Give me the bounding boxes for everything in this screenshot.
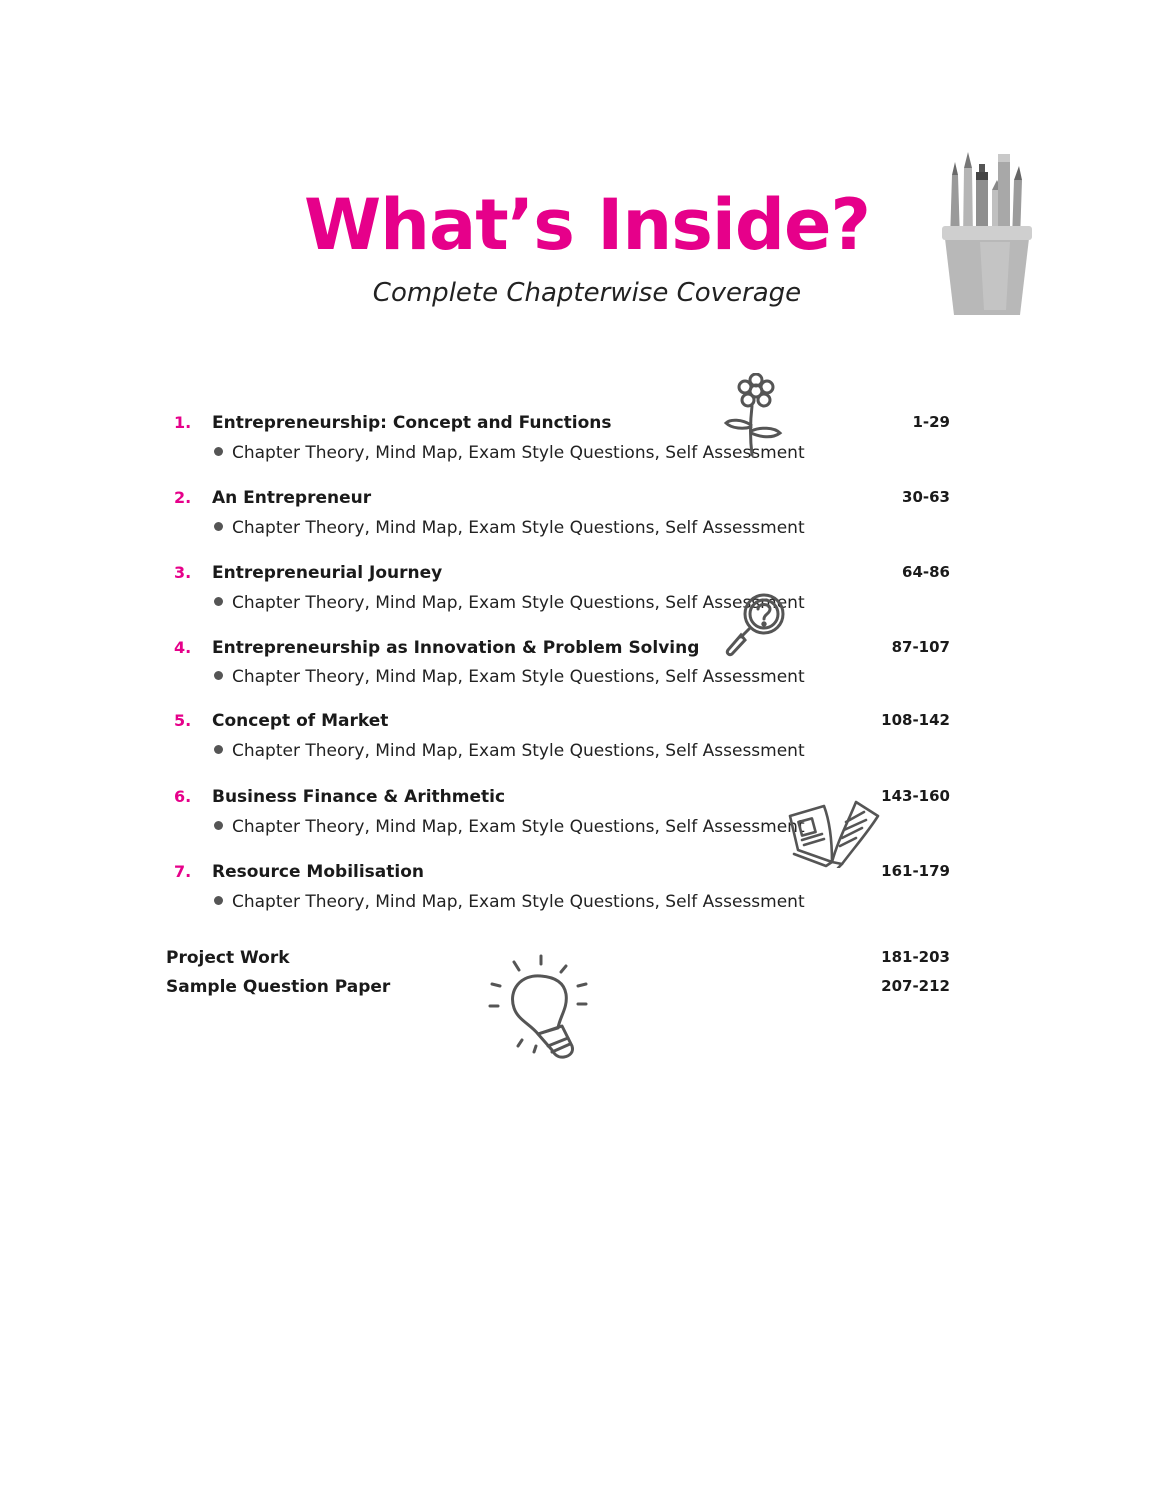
chapter-entry — [0, 563, 1174, 623]
chapter-pages: 87-107 — [891, 638, 950, 656]
chapter-title: Concept of Market — [212, 711, 389, 731]
open-book-icon — [786, 782, 882, 868]
chapter-number: 5. — [174, 711, 192, 730]
lightbulb-icon — [486, 950, 596, 1064]
chapter-entry — [0, 488, 1174, 548]
magnifier-question-icon — [722, 592, 788, 660]
chapter-entry — [0, 711, 1174, 771]
chapter-pages: 64-86 — [902, 563, 950, 581]
extra-pages: 207-212 — [881, 977, 950, 995]
page-subtitle: Complete Chapterwise Coverage — [372, 278, 802, 308]
chapter-number: 3. — [174, 563, 192, 582]
chapter-topics: Chapter Theory, Mind Map, Exam Style Questions, Self Assessment — [214, 817, 805, 837]
chapter-number: 7. — [174, 862, 192, 881]
chapter-title: Entrepreneurship as Innovation & Problem Solving — [212, 638, 700, 658]
bullet-icon — [214, 671, 223, 680]
chapter-topics: Chapter Theory, Mind Map, Exam Style Questions, Self Assessment — [214, 892, 805, 912]
bullet-icon — [214, 597, 223, 606]
chapter-entry — [0, 862, 1174, 922]
bullet-icon — [214, 447, 223, 456]
chapter-number: 6. — [174, 787, 192, 806]
bullet-icon — [214, 745, 223, 754]
chapter-title: An Entrepreneur — [212, 488, 372, 508]
chapter-title: Entrepreneurial Journey — [212, 563, 443, 583]
chapter-pages: 161-179 — [881, 862, 950, 880]
bullet-icon — [214, 896, 223, 905]
chapter-pages: 1-29 — [912, 413, 950, 431]
chapter-topics: Chapter Theory, Mind Map, Exam Style Questions, Self Assessment — [214, 518, 805, 538]
bullet-icon — [214, 821, 223, 830]
page-title: What’s Inside? — [303, 184, 871, 266]
extra-pages: 181-203 — [881, 948, 950, 966]
chapter-pages: 108-142 — [881, 711, 950, 729]
chapter-entry — [0, 638, 1174, 698]
bullet-icon — [214, 522, 223, 531]
chapter-number: 1. — [174, 413, 192, 432]
pencil-cup-icon — [940, 150, 1035, 320]
chapter-topics: Chapter Theory, Mind Map, Exam Style Questions, Self Assessment — [214, 741, 805, 761]
chapter-number: 4. — [174, 638, 192, 657]
chapter-title: Entrepreneurship: Concept and Functions — [212, 413, 612, 433]
extra-title: Project Work — [166, 948, 290, 968]
chapter-number: 2. — [174, 488, 192, 507]
extra-title: Sample Question Paper — [166, 977, 391, 997]
chapter-topics: Chapter Theory, Mind Map, Exam Style Questions, Self Assessment — [214, 593, 805, 613]
chapter-pages: 30-63 — [902, 488, 950, 506]
chapter-entry — [0, 787, 1174, 847]
chapter-title: Resource Mobilisation — [212, 862, 425, 882]
chapter-topics: Chapter Theory, Mind Map, Exam Style Questions, Self Assessment — [214, 443, 805, 463]
chapter-topics: Chapter Theory, Mind Map, Exam Style Questions, Self Assessment — [214, 667, 805, 687]
chapter-entry — [0, 413, 1174, 473]
chapter-title: Business Finance & Arithmetic — [212, 787, 506, 807]
chapter-pages: 143-160 — [881, 787, 950, 805]
flower-icon — [722, 373, 786, 459]
